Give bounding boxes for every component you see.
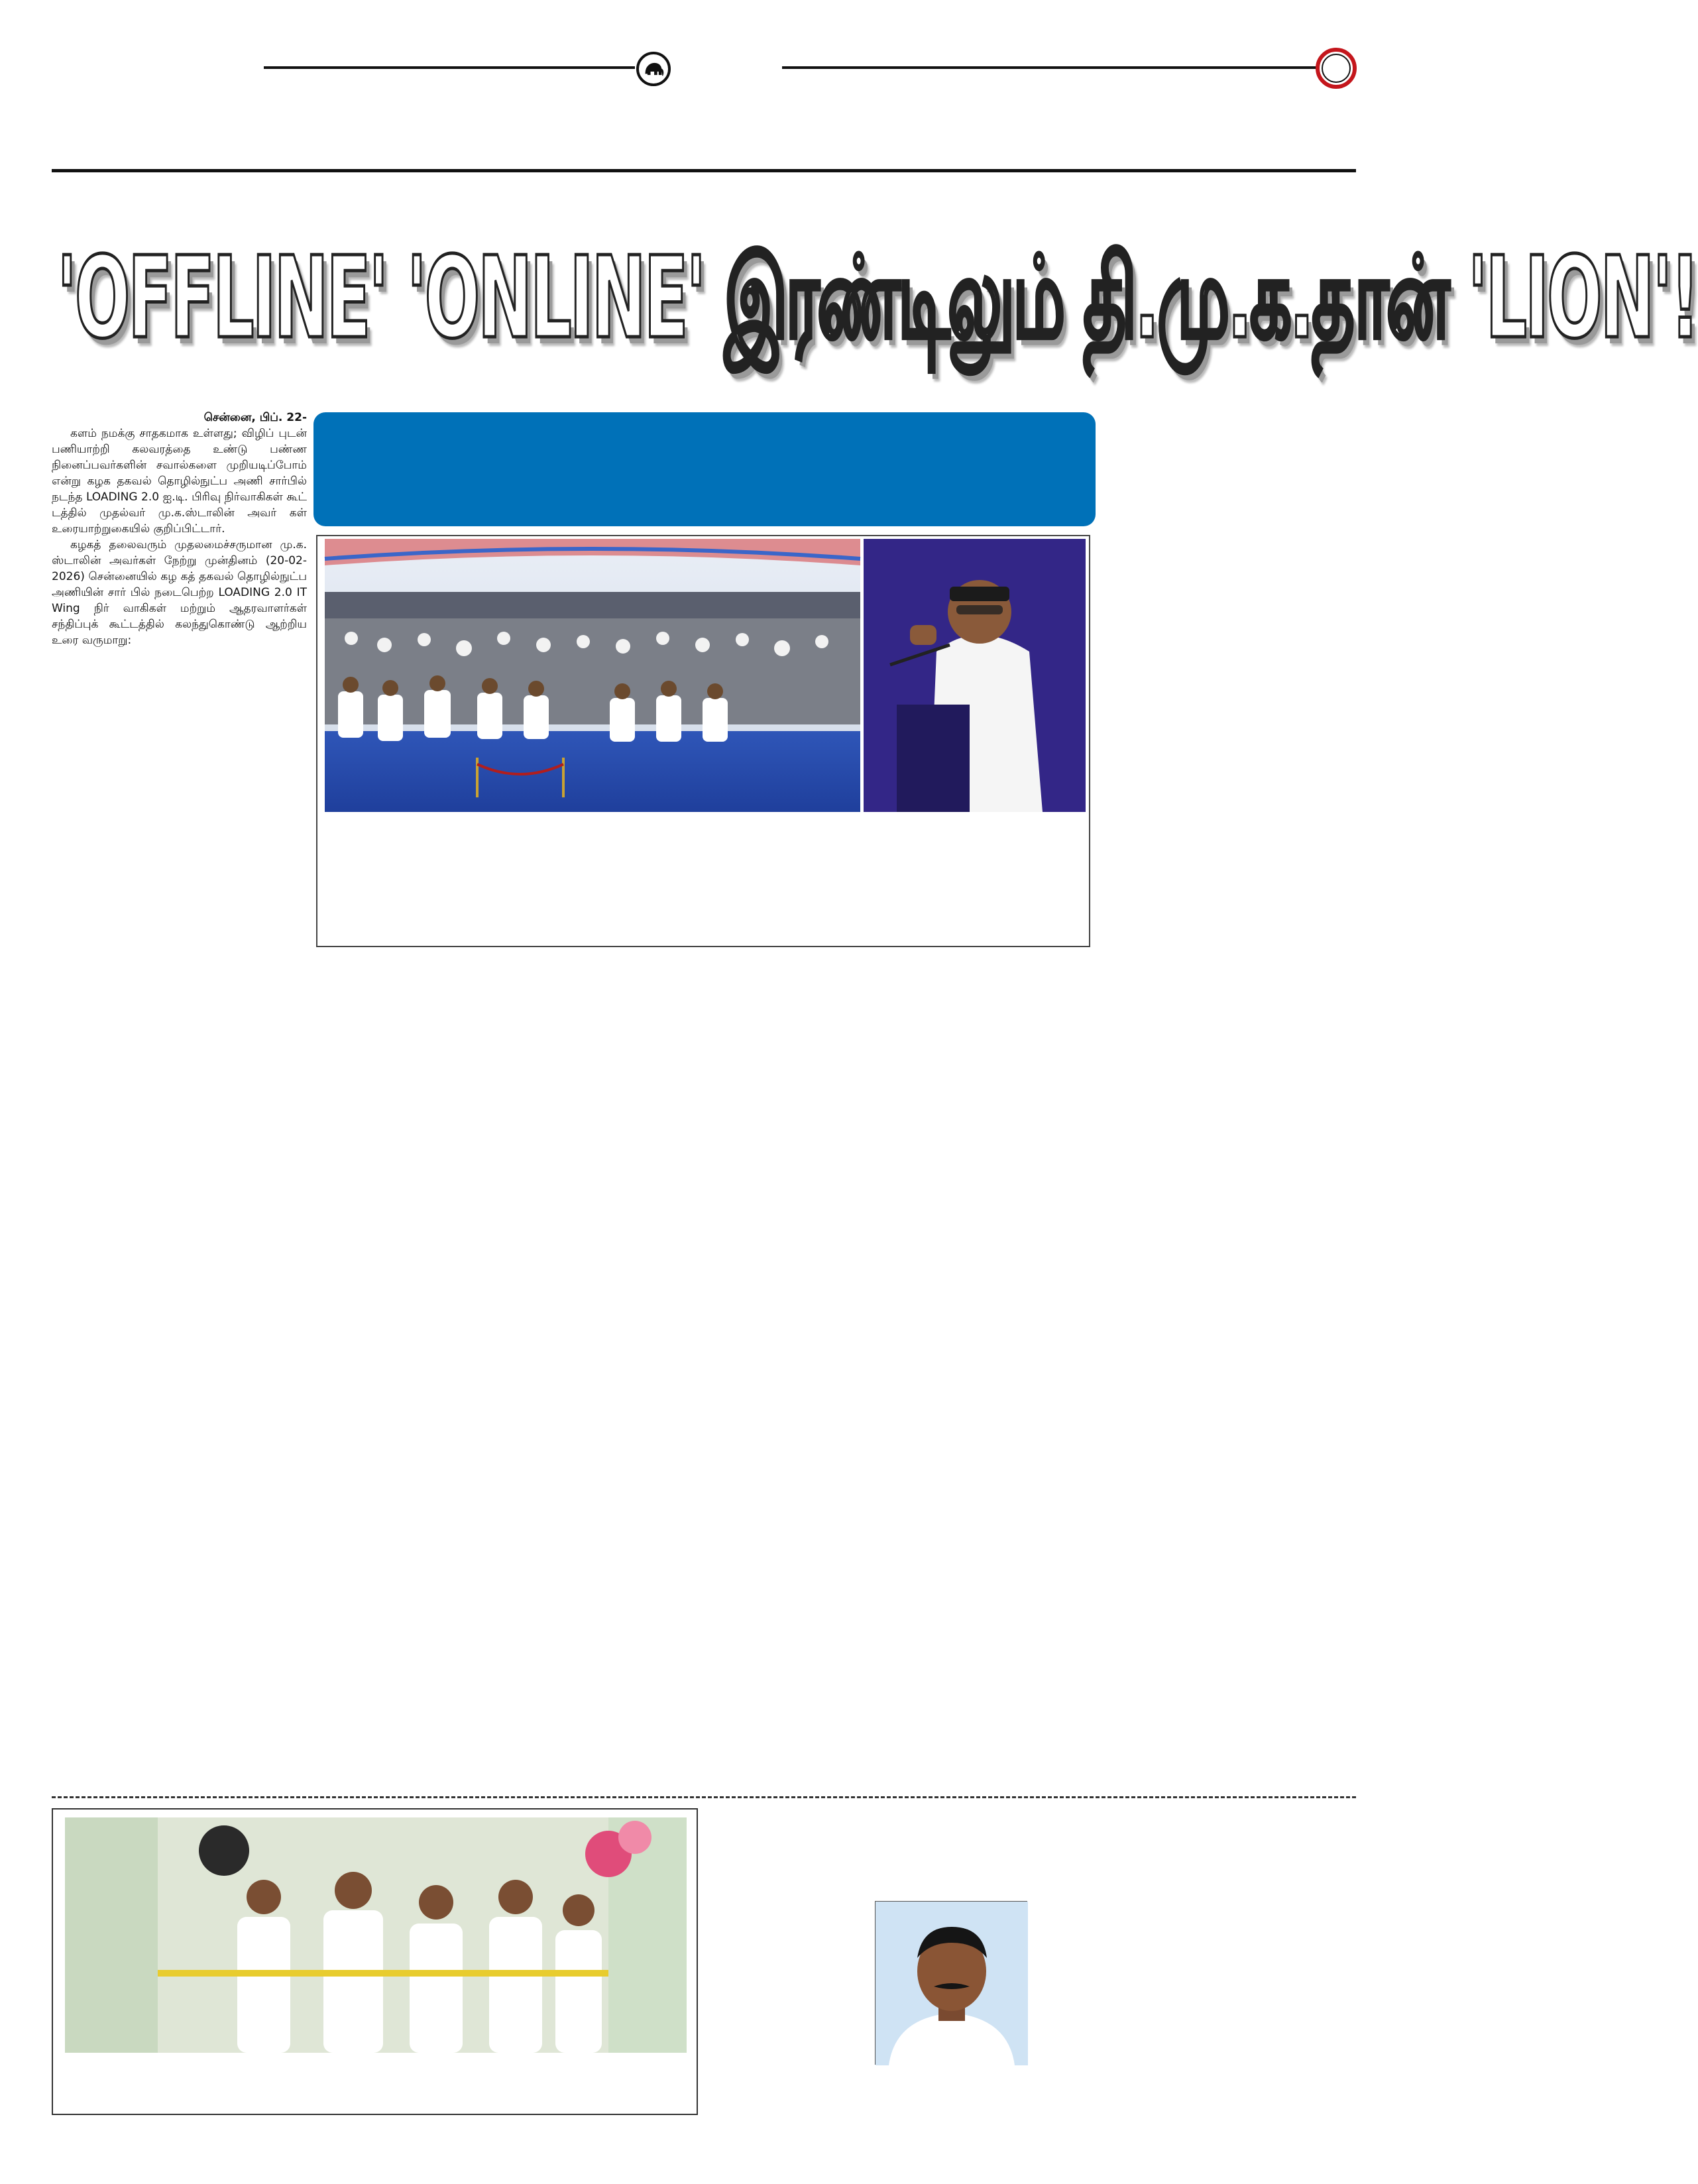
masthead-rule-right [782, 66, 1319, 69]
portrait-photo [875, 1901, 1027, 2065]
elephant-emblem-icon [636, 52, 671, 86]
event-audience-photo [325, 539, 860, 812]
article-column [52, 410, 307, 648]
headline-text: 'OFFLINE' 'ONLINE' இரண்டிலும் தி.மு.க.தான் 'LION'! [57, 233, 1698, 364]
highlight-banner [313, 412, 1096, 526]
article-paragraph: கழகத் தலைவரும் முதலமைச்சருமான மு.க. ஸ்டாலின் அவர்கள் நேற்று முன்தினம் (20-02-2026) சென்னையில் கழ கத் தகவல் தொழில்நுட்ப அணியின் சார் பில் நடைபெற்ற LOADING 2.0 IT Wing நிர் வாகிகள் மற்றும் ஆதரவாளர்கள் சந்திப்புக் கூட்டத்தில் கலந்துகொண்டு ஆற்றிய உரை வருமாறு: [52, 538, 307, 647]
section-divider [52, 1796, 1356, 1798]
masthead-rule-left [264, 66, 635, 69]
speaker-at-podium-photo [864, 539, 1086, 812]
article-paragraph: களம் நமக்கு சாதகமாக உள்ளது; விழிப் புடன் பணியாற்றி கலவரத்தை உண்டு பண்ண நினைப்பவர்களின் சவால்களை முறியடிப்போம் என்று கழக தகவல் தொழில்நுட்ப அணி சார்பில் நடந்த LOADING 2.0 ஐ.டி. பிரிவு நிர்வாகிகள் கூட் டத்தில் முதல்வர் மு.க.ஸ்டாலின் அவர் கள் உரையாற்றுகையில் குறிப்பிட்டார். [52, 427, 307, 536]
masthead-divider [52, 169, 1356, 172]
dateline: சென்னை, பிப். 22- [203, 411, 307, 424]
headline [57, 199, 1698, 398]
photo-caption-area [317, 815, 1089, 945]
ribbon-cutting-photo [65, 1817, 687, 2053]
page-number-circle-icon [1316, 48, 1357, 89]
